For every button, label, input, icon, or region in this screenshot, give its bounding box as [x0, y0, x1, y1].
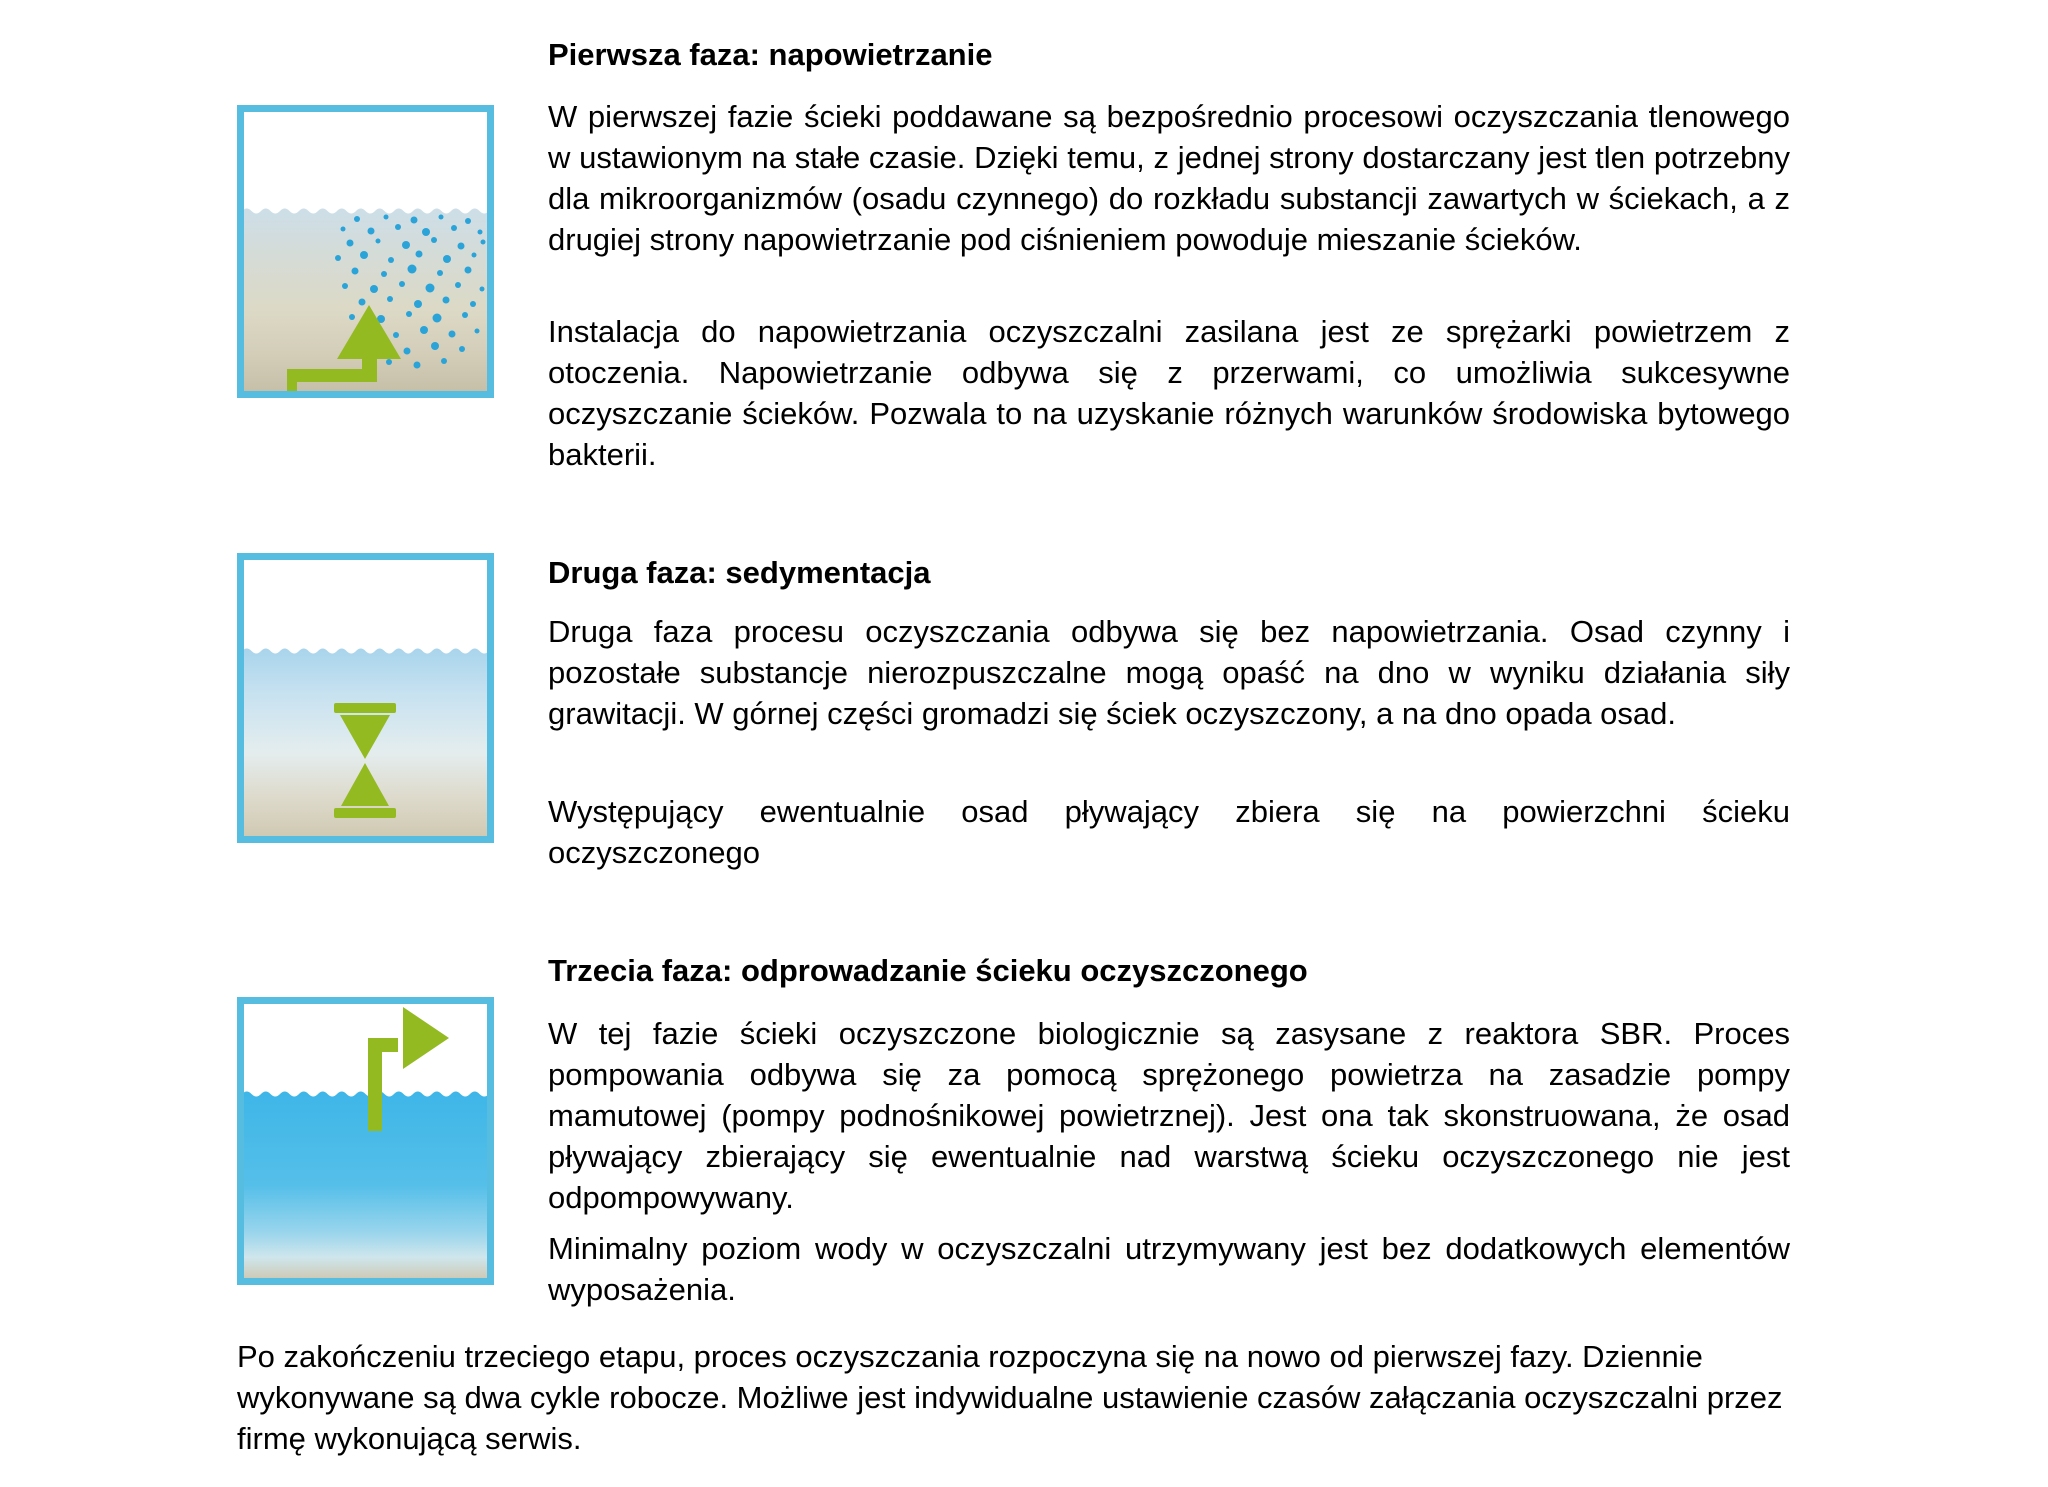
- section-heading-phase-1: Pierwsza faza: napowietrzanie: [548, 37, 993, 72]
- section-heading-phase-2: Druga faza: sedymentacja: [548, 555, 931, 590]
- sedimentation-tank-diagram: [237, 553, 494, 848]
- aeration-tank-diagram: [237, 105, 494, 403]
- clean-water-body: [242, 1092, 489, 1281]
- phase-1-paragraph-1: W pierwszej fazie ścieki poddawane są bezpośrednio procesowi oczyszczania tlenowego w ustawionym na stałe czasie. Dzięki temu, z jednej strony dostarczany jest tlen potrzebny dla mikroorganizmów (osadu czynnego) do rozkładu substancji zawartych w ściekach, a z drugiej strony napowietrzanie pod ciśnieniem powoduje mieszanie ścieków.: [548, 99, 1790, 257]
- discharge-tank-diagram: [237, 997, 494, 1290]
- phase-2-paragraph-2: Występujący ewentualnie osad pływający zbiera się na powierzchni ścieku oczyszczonego: [548, 794, 1790, 870]
- section-heading-phase-3: Trzecia faza: odprowadzanie ścieku oczyszczonego: [548, 953, 1308, 988]
- phase-2-paragraph-1: Druga faza procesu oczyszczania odbywa się bez napowietrzania. Osad czynny i pozostałe substancje nierozpuszczalne mogą opaść na dno w wyniku działania siły grawitacji. W górnej części gromadzi się ściek oczyszczony, a na dno opada osad.: [548, 614, 1790, 731]
- aeration-tank-svg: [237, 105, 494, 398]
- sedimentation-tank-svg: [237, 553, 494, 843]
- phase-1-paragraph-2: Instalacja do napowietrzania oczyszczalni zasilana jest ze sprężarki powietrzem z otoczenia. Napowietrzanie odbywa się z przerwami, co umożliwia sukcesywne oczyszczanie ścieków. Pozwala to na uzyskanie różnych warunków środowiska bytowego bakterii.: [548, 314, 1790, 472]
- discharge-tank-svg: [237, 997, 494, 1285]
- closing-paragraph: Po zakończeniu trzeciego etapu, proces oczyszczania rozpoczyna się na nowo od pierwszej fazy. Dziennie wykonywane są dwa cykle robocze. Możliwe jest indywidualne ustawienie czasów załączania oczyszczalni przez firmę wykonującą serwis.: [237, 1339, 1783, 1456]
- phase-3-paragraph-2: Minimalny poziom wody w oczyszczalni utrzymywany jest bez dodatkowych elementów wyposażenia.: [548, 1231, 1790, 1307]
- phase-3-paragraph-1: W tej fazie ścieki oczyszczone biologicznie są zasysane z reaktora SBR. Proces pompowania odbywa się za pomocą sprężonego powietrza na zasadzie pompy mamutowej (pompy podnośnikowej powietrznej). Jest ona tak skonstruowana, że osad pływający zbierający się ewentualnie nad warstwą ścieku oczyszczonego nie jest odpompowywany.: [548, 1016, 1790, 1215]
